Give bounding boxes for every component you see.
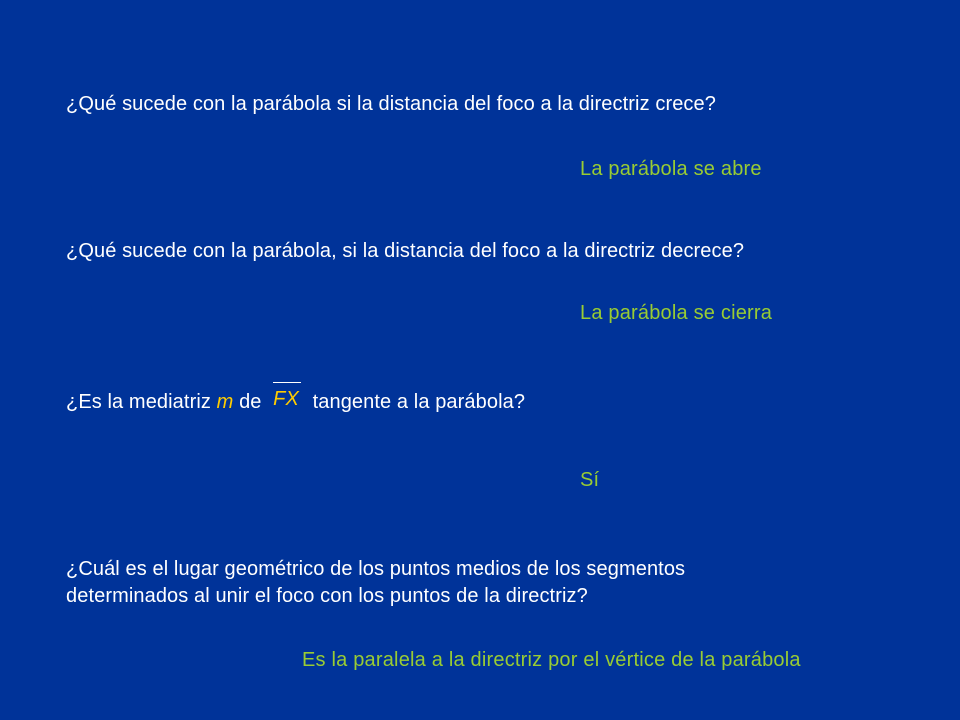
question-1: ¿Qué sucede con la parábola si la distancia del foco a la directriz crece? — [66, 93, 716, 115]
question-3-part2: de — [233, 391, 268, 413]
question-3 — [66, 390, 525, 414]
answer-3: Sí — [580, 469, 600, 491]
segment-fx — [271, 387, 301, 411]
answer-4: Es la paralela a la directriz por el vértice de la parábola — [302, 649, 801, 671]
answer-1: La parábola se abre — [580, 158, 762, 180]
question-3-part3: tangente a la parábola? — [306, 391, 526, 413]
question-3-part1: ¿Es la mediatriz — [66, 391, 217, 413]
question-2: ¿Qué sucede con la parábola, si la distancia del foco a la directriz decrece? — [66, 240, 745, 262]
question-4-line-2: determinados al unir el foco con los puntos de la directriz? — [66, 585, 588, 607]
question-4-line-1: ¿Cuál es el lugar geométrico de los puntos medios de los segmentos — [66, 558, 686, 580]
mediatriz-symbol: m — [216, 391, 234, 413]
segment-overline — [273, 382, 301, 383]
segment-label: FX — [273, 388, 299, 410]
answer-2: La parábola se cierra — [580, 302, 773, 324]
